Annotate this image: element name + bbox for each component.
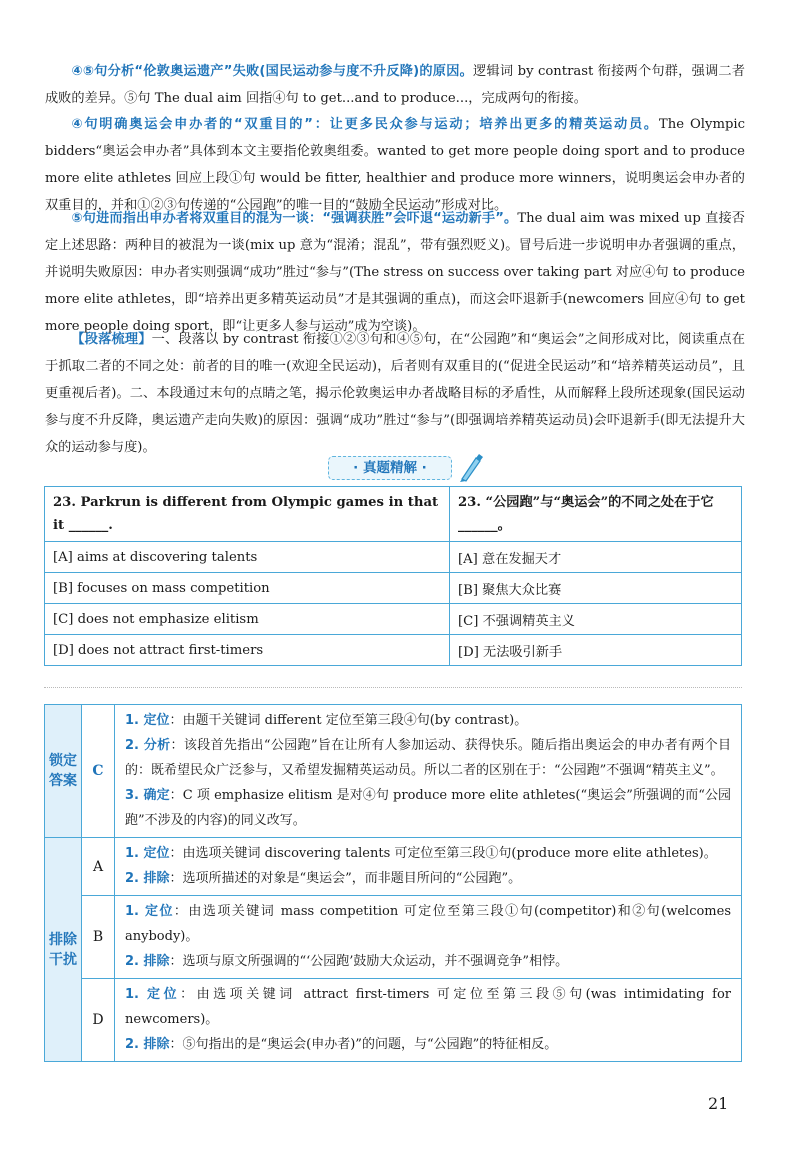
item-label: 1. 定位: [125, 846, 170, 861]
option-a-en: [A] aims at discovering talents: [45, 542, 450, 573]
item-text: ：由选项关键词 attract first-timers 可定位至第三段⑤句(was intimidating for newcomers)。: [125, 987, 731, 1027]
item-text: ：由选项关键词 discovering talents 可定位至第三段①句(produce more elite athletes)。: [169, 846, 717, 861]
option-row: [45, 542, 742, 573]
exclude-row: [45, 896, 742, 979]
item-label: 2. 排除: [125, 1037, 170, 1052]
item-text: ：该段首先指出“公园跑”旨在让所有人参加运动、获得快乐。随后指出奥运会的申办者有两个目的：既希望民众广泛参与，又希望发掘精英运动员。所以二者的区别在于：“公园跑”不强调“精英主义”。: [125, 738, 731, 778]
item-text: ：C 项 emphasize elitism 是对④句 produce more elite athletes(“奥运会”所强调的而“公园跑”不涉及的内容)的同义改写。: [125, 788, 731, 828]
item-label: 2. 分析: [125, 738, 171, 753]
section-title-wrap: [318, 452, 498, 482]
page-number: 21: [708, 1094, 729, 1113]
excluded-explanation: [115, 896, 742, 979]
item-text: ：选项与原文所强调的“‘公园跑’鼓励大众运动，并不强调竞争”相悖。: [169, 954, 569, 969]
paragraph-3-text: The dual aim was mixed up 直接否定上述思路：两种目的被混为一谈(mix up 意为“混淆；混乱”，带有强烈贬义)。冒号后进一步说明申办者强调的重点，并说明失败原因：申办者实则强调“成功”胜过“参与”(The stress on success over taking part 对应④句 to produce more elite athletes，即“培养出更多精英运动员”才是其强调的重点)，而这会吓退新手(newcomers 回应④句 to get more people doing sport，即“让更多人参与运动”成为空谈)。: [45, 211, 745, 334]
paragraph-3: [45, 205, 745, 340]
paragraph-3-lead: ⑤句进而指出申办者将双重目的混为一谈：“强调获胜”会吓退“运动新手”。: [71, 211, 518, 226]
section-title: · 真题精解 ·: [328, 456, 452, 480]
item-label: 1. 定位: [125, 713, 170, 728]
item-label: 1. 定位: [125, 987, 181, 1002]
paragraph-1-text: 逻辑词 by contrast 衔接两个句群，强调二者成败的差异。⑤句 The dual aim 回指④句 to get...and to produce...，完成两句的衔接。: [45, 64, 745, 106]
item-text: ：由题干关键词 different 定位至第三段④句(by contrast)。: [169, 713, 528, 728]
lock-answer-label-text: 锁定答案: [49, 753, 77, 789]
dotted-divider: [44, 687, 742, 688]
item-label: 3. 确定: [125, 788, 170, 803]
excluded-item: [125, 866, 731, 891]
analysis-table: [44, 704, 742, 1062]
option-c-zh: [C] 不强调精英主义: [450, 604, 742, 635]
excluded-item: [125, 949, 731, 974]
paragraph-summary: [45, 326, 745, 461]
option-row: [45, 604, 742, 635]
question-table: [44, 486, 742, 666]
option-b-zh: [B] 聚焦大众比赛: [450, 573, 742, 604]
excluded-item: [125, 1032, 731, 1057]
question-stem-zh: 23. “公园跑”与“奥运会”的不同之处在于它______。: [450, 487, 742, 542]
answer-item: [125, 733, 731, 783]
excluded-letter: D: [82, 979, 115, 1062]
excluded-item: [125, 982, 731, 1032]
option-a-zh: [A] 意在发掘天才: [450, 542, 742, 573]
option-row: [45, 635, 742, 666]
item-label: 2. 排除: [125, 954, 170, 969]
summary-tag: 【段落梳理】: [71, 332, 152, 347]
summary-text: 一、段落以 by contrast 衔接①②③句和④⑤句，在“公园跑”和“奥运会”之间形成对比，阅读重点在于抓取二者的不同之处：前者的目的唯一(欢迎全民运动)，后者则有双重目的(“促进全民运动”和“培养精英运动员”，且更重视后者)。二、本段通过末句的点睛之笔，揭示伦敦奥运申办者战略目标的矛盾性，从而解释上段所述现象(国民运动参与度不升反降，奥运遗产走向失败)的原因：强调“成功”胜过“参与”(即强调培养精英运动员)会吓退新手(即无法提升大众的运动参与度)。: [45, 332, 745, 455]
item-text: ：⑤句指出的是“奥运会(申办者)”的问题，与“公园跑”的特征相反。: [169, 1037, 558, 1052]
answer-item: [125, 783, 731, 833]
exclude-label-text: 排除干扰: [49, 931, 77, 968]
item-label: 1. 定位: [125, 904, 174, 919]
lock-answer-label: [45, 705, 82, 838]
exclude-label: [45, 838, 82, 1062]
exclude-row: [45, 979, 742, 1062]
option-c-en: [C] does not emphasize elitism: [45, 604, 450, 635]
answer-letter: C: [82, 705, 115, 838]
paragraph-1-lead: ④⑤句分析“伦敦奥运遗产”失败(国民运动参与度不升反降)的原因。: [71, 64, 474, 79]
pen-icon: [456, 452, 484, 482]
option-d-en: [D] does not attract first-timers: [45, 635, 450, 666]
option-b-en: [B] focuses on mass competition: [45, 573, 450, 604]
answer-explanation: [115, 705, 742, 838]
item-text: ：选项所描述的对象是“奥运会”，而非题目所问的“公园跑”。: [169, 871, 522, 886]
answer-item: [125, 708, 731, 733]
excluded-letter: B: [82, 896, 115, 979]
question-stem-en: 23. Parkrun is different from Olympic games in that it ______.: [45, 487, 450, 542]
paragraph-2: [45, 111, 745, 219]
lock-answer-row: [45, 705, 742, 838]
option-d-zh: [D] 无法吸引新手: [450, 635, 742, 666]
option-row: [45, 573, 742, 604]
item-text: ：由选项关键词 mass competition 可定位至第三段①句(competitor)和②句(welcomes anybody)。: [125, 904, 731, 944]
exclude-row: [45, 838, 742, 896]
excluded-letter: A: [82, 838, 115, 896]
excluded-explanation: [115, 979, 742, 1062]
paragraph-2-text: The Olympic bidders“奥运会申办者”具体到本文主要指伦敦奥组委。wanted to get more people doing sport and to produce more elite athletes 回应上段①句 would be fitter, healthier and produce more winners，说明奥运会申办者的双重目的，并和①②③句传递的“公园跑”的唯一目的“鼓励全民运动”形成对比。: [45, 117, 745, 213]
paragraph-1: [45, 58, 745, 112]
question-stem-row: [45, 487, 742, 542]
paragraph-2-lead: ④句明确奥运会申办者的“双重目的”：让更多民众参与运动；培养出更多的精英运动员。: [71, 117, 659, 132]
excluded-item: [125, 899, 731, 949]
item-label: 2. 排除: [125, 871, 170, 886]
excluded-explanation: [115, 838, 742, 896]
excluded-item: [125, 841, 731, 866]
